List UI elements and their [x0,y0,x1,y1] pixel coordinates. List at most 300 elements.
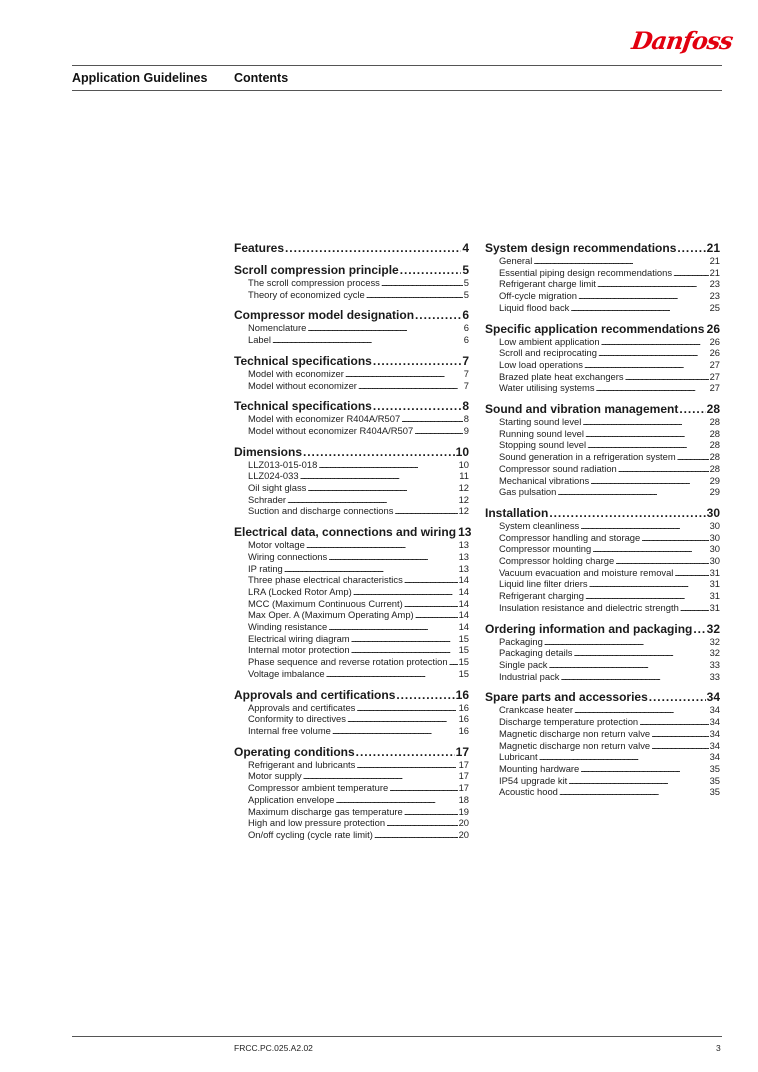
entry-title: Maximum discharge gas temperature [248,805,403,817]
entry-page: 5 [463,288,469,300]
entry-page: 34 [706,690,720,705]
toc-entry[interactable] [234,598,469,610]
dot-leader [589,578,709,590]
entry-title: Winding resistance [248,621,328,633]
dot-leader [585,428,709,440]
dot-leader [307,322,462,334]
entry-title: Off-cycle migration [499,290,577,302]
entry-title: Refrigerant charge limit [499,278,596,290]
dot-leader [381,277,463,289]
toc-section [485,690,720,798]
entry-title: Model with economizer [248,367,344,379]
toc-entry[interactable] [485,290,720,302]
dot-leader [332,725,458,737]
dot-leader [578,290,709,302]
toc-section-heading[interactable] [234,263,469,277]
entry-title: Suction and discharge connections [248,505,394,517]
toc-entry[interactable] [234,725,469,737]
toc-section [485,506,720,614]
entry-title: Technical specifications [234,399,372,414]
toc-entry[interactable] [485,475,720,487]
page-title: Contents [234,71,289,85]
entry-title: IP rating [248,562,283,574]
toc-section [234,308,469,345]
entry-page: 27 [709,382,720,394]
toc-left-column [234,241,472,849]
entry-title: Lubricant [499,751,538,763]
entry-page: 7 [463,367,469,379]
toc-entry[interactable] [485,567,720,579]
entry-page: 17 [455,744,469,759]
dot-leader [570,302,708,314]
dot-leader [351,644,458,656]
entry-page: 10 [458,458,469,470]
entry-page: 33 [709,658,720,670]
toc-section [234,445,469,518]
entry-title: Electrical data, connections and wiring [234,525,457,540]
toc-section-heading[interactable] [234,241,469,255]
toc-entry[interactable] [234,656,469,668]
toc-entry[interactable] [234,829,469,841]
entry-title: Scroll compression principle [234,263,399,277]
toc-entry[interactable] [485,382,720,394]
entry-title: Dimensions [234,444,303,459]
entry-title: High and low pressure protection [248,817,386,829]
entry-page: 15 [458,644,469,656]
dot-leader [548,659,708,671]
dot-leader [394,505,457,517]
entry-page: 21 [706,241,720,255]
entry-title: Internal motor protection [248,644,350,656]
toc-entry[interactable] [234,770,469,782]
entry-page: 29 [709,474,720,486]
entry-title: Ordering information and packaging [485,621,693,636]
dot-leader [674,567,708,579]
entry-title: Industrial pack [499,670,560,682]
toc-section-heading[interactable] [234,308,469,322]
entry-page: 15 [458,667,469,679]
entry-page: 17 [458,782,469,794]
dot-leader [557,486,708,498]
entry-title: Single pack [499,658,548,670]
toc-section-heading[interactable] [485,322,720,336]
entry-page: 35 [709,786,720,798]
dot-leader [374,829,458,841]
dot-leader [353,586,458,598]
entry-title: Liquid flood back [499,301,570,313]
entry-page: 34 [709,727,720,739]
entry-page: 33 [709,670,720,682]
entry-title: Nomenclature [248,322,307,334]
dot-leader [307,482,457,494]
toc-entry[interactable] [485,763,720,775]
toc-entry[interactable] [485,336,720,348]
entry-page: 14 [458,597,469,609]
dot-leader [356,745,455,759]
entry-page: 20 [458,828,469,840]
dot-leader [582,416,708,428]
toc-entry[interactable] [485,255,720,267]
dot-leader [568,775,708,787]
toc-entry[interactable] [234,289,469,301]
toc-section [485,402,720,498]
entry-page: 8 [463,413,469,425]
dot-leader [625,371,709,383]
toc-right-column [485,241,720,806]
toc-section [485,322,720,395]
toc-entry[interactable] [234,633,469,645]
toc-entry[interactable] [234,668,469,680]
toc-entry[interactable] [485,704,720,716]
toc-entry[interactable] [234,817,469,829]
entry-page: 31 [709,566,720,578]
entry-page: 27 [709,370,720,382]
toc-entry[interactable] [485,486,720,498]
entry-title: Acoustic hood [499,786,558,798]
toc-entry[interactable] [234,413,469,425]
toc-entry[interactable] [485,671,720,683]
toc-entry[interactable] [485,578,720,590]
toc-entry[interactable] [234,644,469,656]
toc-section-heading[interactable] [234,525,472,540]
entry-page: 26 [706,321,720,336]
toc-entry[interactable] [485,267,720,279]
entry-title: Electrical wiring diagram [248,632,350,644]
toc-section [234,525,472,679]
dot-leader [584,359,709,371]
entry-title: LRA (Locked Rotor Amp) [248,585,352,597]
toc-entry[interactable] [234,586,469,598]
toc-entry[interactable] [234,621,469,633]
entry-page: 35 [709,774,720,786]
toc-section-heading[interactable] [234,745,469,759]
toc-entry[interactable] [234,702,469,714]
entry-title: Stopping sound level [499,439,587,451]
toc-entry[interactable] [485,347,720,359]
toc-section-heading[interactable] [485,241,720,255]
dot-leader [596,382,709,394]
toc-entry[interactable] [485,716,720,728]
entry-page: 13 [458,539,469,551]
entry-page: 31 [709,578,720,590]
toc-entry[interactable] [485,416,720,428]
entry-page: 26 [709,335,720,347]
entry-title: Compressor mounting [499,543,592,555]
entry-title: Compressor model designation [234,308,415,323]
entry-title: Magnetic discharge non return valve [499,727,651,739]
entry-title: Model without economizer R404A/R507 [248,424,414,436]
entry-title: Liquid line filter driers [499,578,588,590]
toc-entry[interactable] [234,759,469,771]
dot-leader [574,704,709,716]
entry-page: 30 [709,531,720,543]
entry-page: 12 [458,493,469,505]
entry-title: Oil sight glass [248,482,307,494]
entry-page: 15 [458,632,469,644]
footer-rule [72,1036,722,1037]
dot-leader [677,451,709,463]
dot-leader [559,786,709,798]
dot-leader [597,278,709,290]
toc-entry[interactable] [234,609,469,621]
entry-title: Three phase electrical characteristics [248,574,403,586]
entry-title: Water utilising systems [499,382,595,394]
toc-entry[interactable] [485,786,720,798]
entry-title: Compressor handling and storage [499,531,641,543]
entry-page: 26 [709,347,720,359]
entry-title: Magnetic discharge non return valve [499,739,651,751]
toc-section-heading[interactable] [234,688,469,702]
toc-entry[interactable] [234,713,469,725]
toc-section-heading[interactable] [485,506,720,520]
dot-leader [598,347,709,359]
toc-entry[interactable] [485,451,720,463]
toc-entry[interactable] [234,539,469,551]
toc-entry[interactable] [485,428,720,440]
dot-leader [673,267,709,279]
toc-entry[interactable] [485,751,720,763]
toc-entry[interactable] [485,728,720,740]
entry-title: Low load operations [499,358,583,370]
dot-leader [272,334,463,346]
dot-leader [366,289,463,301]
toc-entry[interactable] [234,368,469,380]
dot-leader [679,402,705,416]
entry-page: 28 [709,439,720,451]
dot-leader [574,647,709,659]
toc-entry[interactable] [234,482,469,494]
toc-entry[interactable] [234,459,469,471]
entry-title: Discharge temperature protection [499,716,639,728]
header-rule-bottom [72,90,722,91]
entry-page: 27 [709,358,720,370]
dot-leader [318,459,457,471]
toc-entry[interactable] [234,563,469,575]
toc-entry[interactable] [485,302,720,314]
toc-entry[interactable] [234,782,469,794]
toc-entry[interactable] [485,775,720,787]
toc-entry[interactable] [485,439,720,451]
entry-title: IP54 upgrade kit [499,774,568,786]
entry-title: Vacuum evacuation and moisture removal [499,566,674,578]
dot-leader [389,782,457,794]
entry-page: 16 [458,713,469,725]
toc-section-heading[interactable] [485,402,720,416]
toc-entry[interactable] [485,636,720,648]
toc-entry[interactable] [234,505,469,517]
toc-section [234,354,469,391]
danfoss-logo: Danfoss [629,26,735,55]
dot-leader [351,633,458,645]
dot-leader [585,590,709,602]
entry-page: 21 [709,255,720,266]
entry-title: Brazed plate heat exchangers [499,370,624,382]
entry-title: Compressor holding charge [499,555,615,567]
toc-entry[interactable] [234,551,469,563]
entry-title: LLZ013-015-018 [248,458,318,470]
toc-entry[interactable] [234,425,469,437]
toc-section-heading[interactable] [234,354,469,368]
entry-title: Spare parts and accessories [485,690,648,705]
dot-leader [303,770,458,782]
dot-leader [326,668,458,680]
dot-leader [347,713,458,725]
entry-page: 13 [458,525,472,540]
dot-leader [651,740,708,752]
page-number: 3 [716,1043,721,1053]
toc-entry[interactable] [485,543,720,555]
entry-page: 30 [709,543,720,555]
dot-leader [618,463,709,475]
entry-page: 35 [709,762,720,774]
entry-title: General [499,255,533,266]
toc-entry[interactable] [234,494,469,506]
dot-leader [651,728,708,740]
dot-leader [287,494,458,506]
toc-entry[interactable] [234,574,469,586]
toc-entry[interactable] [234,380,469,392]
entry-page: 28 [709,427,720,439]
dot-leader [328,621,457,633]
dot-leader [649,690,706,704]
dot-leader [373,399,461,413]
entry-page: 25 [709,301,720,313]
entry-title: Packaging details [499,647,573,659]
dot-leader [539,751,709,763]
dot-leader [336,794,458,806]
entry-title: Refrigerant charging [499,590,584,602]
toc-entry[interactable] [485,359,720,371]
entry-title: Compressor sound radiation [499,462,617,474]
entry-page: 28 [706,402,720,417]
entry-title: MCC (Maximum Continuous Current) [248,597,403,609]
toc-entry[interactable] [485,659,720,671]
entry-title: Schrader [248,493,287,505]
dot-leader [396,688,454,702]
entry-title: Theory of economized cycle [248,288,365,300]
dot-leader [544,636,709,648]
entry-title: Mounting hardware [499,762,580,774]
document-code: FRCC.PC.025.A2.02 [234,1043,313,1053]
toc-entry[interactable] [485,647,720,659]
toc-entry[interactable] [485,555,720,567]
toc-entry[interactable] [234,277,469,289]
entry-page: 30 [706,505,720,520]
entry-title: Specific application recommendations [485,321,705,336]
entry-title: Label [248,334,271,346]
entry-title: Starting sound level [499,416,582,428]
entry-title: Application envelope [248,793,335,805]
toc-entry[interactable] [234,470,469,482]
entry-page: 12 [458,505,469,517]
toc-entry[interactable] [234,322,469,334]
dot-leader [549,506,705,520]
dot-leader [373,354,461,368]
entry-title: Wiring connections [248,550,328,562]
entry-page: 28 [709,416,720,428]
dot-leader [404,806,458,818]
toc-section-heading[interactable] [234,445,469,459]
entry-page: 10 [455,444,469,459]
toc-entry[interactable] [485,590,720,602]
toc-entry[interactable] [485,602,720,614]
entry-title: Approvals and certificates [248,701,356,713]
toc-entry[interactable] [485,463,720,475]
entry-title: Phase sequence and reverse rotation protection [248,656,448,668]
toc-entry[interactable] [234,806,469,818]
toc-section-heading[interactable] [485,690,720,704]
entry-page: 14 [458,621,469,633]
entry-title: On/off cycling (cycle rate limit) [248,828,373,840]
entry-title: Technical specifications [234,353,372,368]
toc-entry[interactable] [485,278,720,290]
toc-entry[interactable] [485,532,720,544]
toc-section-heading[interactable] [485,622,720,636]
dot-leader [284,563,458,575]
entry-page: 32 [706,621,720,636]
header-rule-top [72,65,722,66]
toc-entry[interactable] [234,794,469,806]
entry-page: 6 [463,334,469,346]
entry-title: Sound generation in a refrigeration system [499,451,676,463]
dot-leader [677,241,705,255]
dot-leader [693,622,705,636]
entry-title: Scroll and reciprocating [499,347,597,359]
entry-title: Running sound level [499,427,584,439]
toc-section-heading[interactable] [234,399,469,413]
toc-section [485,241,720,314]
toc-section [234,688,469,737]
entry-page: 31 [709,601,720,613]
dot-leader [358,380,463,392]
entry-page: 34 [709,704,720,716]
toc-entry[interactable] [234,334,469,346]
entry-title: Motor supply [248,770,302,782]
toc-section [234,745,469,841]
dot-leader [415,609,458,621]
dot-leader [414,425,463,437]
entry-title: Crankcase heater [499,704,573,716]
entry-page: 8 [462,399,469,414]
entry-page: 19 [458,805,469,817]
entry-page: 14 [458,585,469,597]
entry-page: 28 [709,462,720,474]
dot-leader [306,539,458,551]
entry-title: Internal free volume [248,724,331,736]
entry-title: Sound and vibration management [485,402,679,417]
entry-page: 23 [709,278,720,290]
dot-leader [404,598,458,610]
entry-title: Insulation resistance and dielectric strength [499,601,679,613]
toc-entry[interactable] [485,520,720,532]
toc-section [234,399,469,436]
entry-page: 6 [462,308,469,323]
dot-leader [400,263,462,277]
entry-page: 32 [709,635,720,647]
entry-title: Packaging [499,635,543,647]
entry-title: Gas pulsation [499,486,557,498]
entry-page: 34 [709,716,720,728]
dot-leader [328,551,457,563]
entry-title: Motor voltage [248,539,305,551]
entry-page: 11 [459,470,469,482]
entry-title: Model without economizer [248,379,357,391]
entry-title: The scroll compression process [248,277,380,288]
toc-entry[interactable] [485,371,720,383]
entry-title: Essential piping design recommendations [499,266,673,278]
dot-leader [580,520,708,532]
toc-entry[interactable] [485,740,720,752]
